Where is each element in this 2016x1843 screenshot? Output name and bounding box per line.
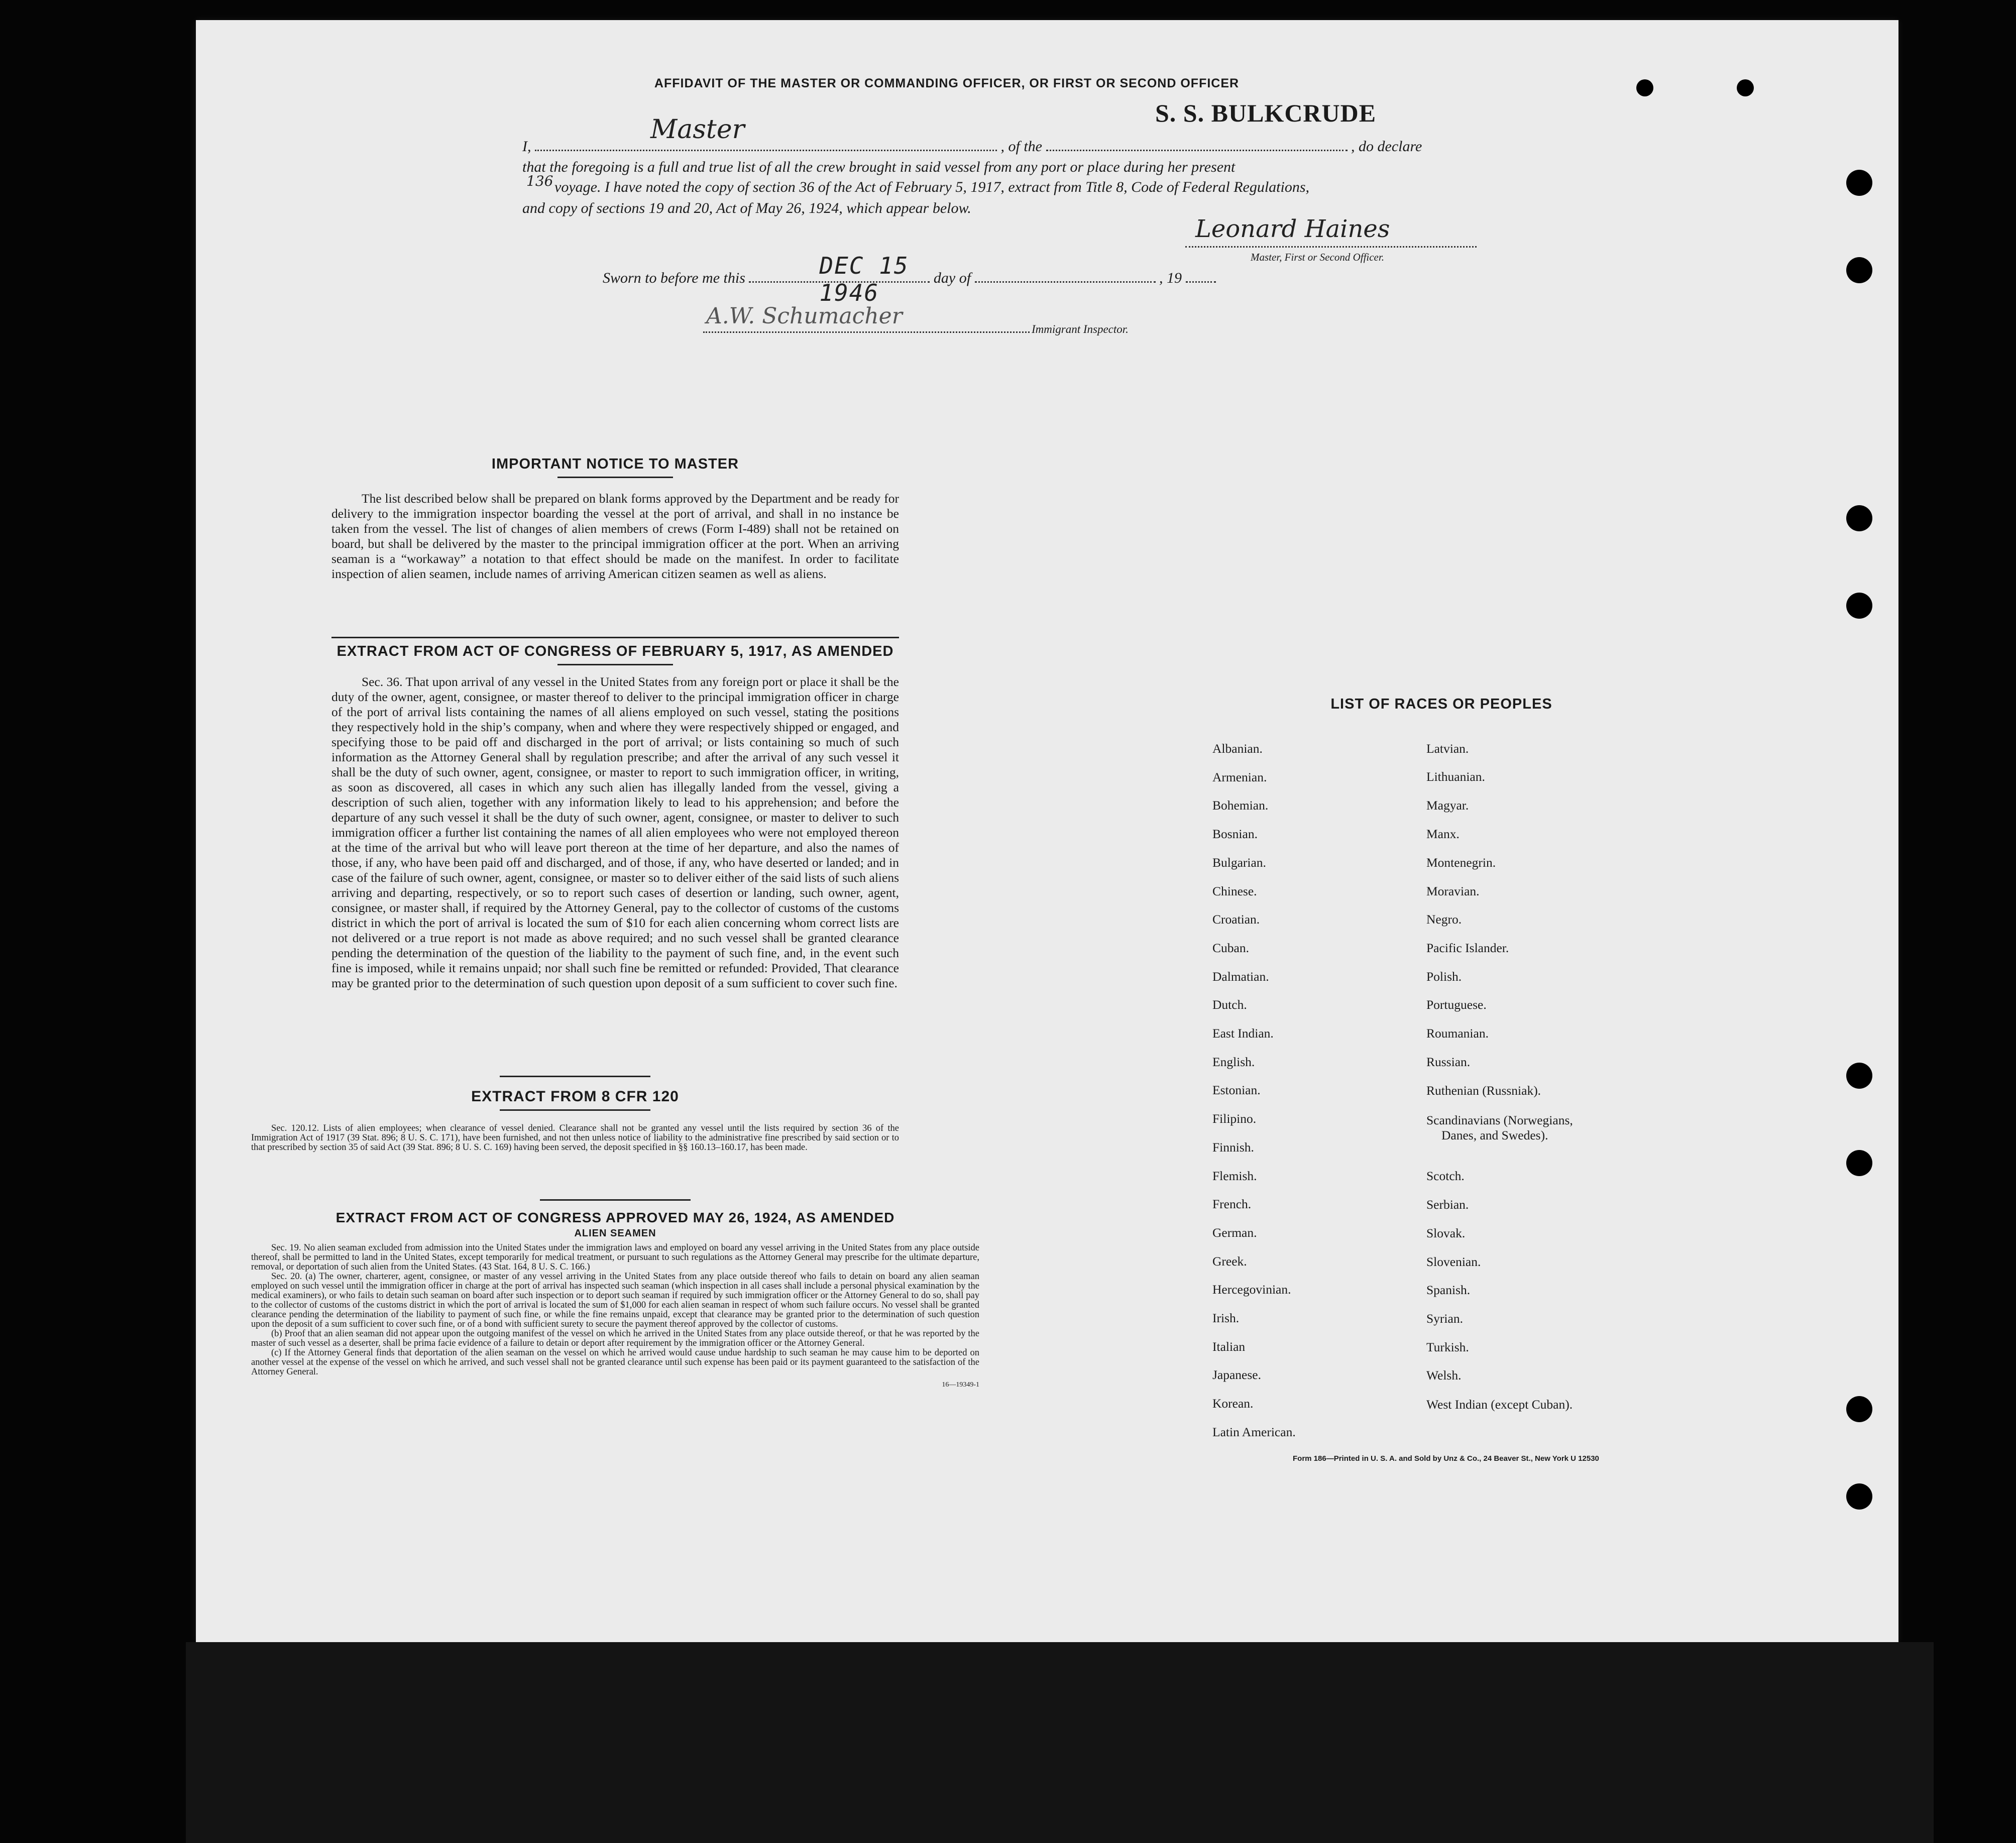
notice-heading: IMPORTANT NOTICE TO MASTER — [491, 456, 739, 472]
race-item: Welsh. — [1426, 1368, 1462, 1383]
race-item: Negro. — [1426, 912, 1462, 927]
vessel-field — [1046, 135, 1348, 151]
race-item: Albanian. — [1212, 741, 1263, 756]
extract-1924-subheading: ALIEN SEAMEN — [574, 1228, 656, 1239]
race-item: Serbian. — [1426, 1197, 1469, 1212]
race-item: Cuban. — [1212, 940, 1249, 955]
declaration-line-3: voyage. I have noted the copy of section 36 of the Act of February 5, 1917, extract from Title 8, Code of Federal Regulations, — [554, 179, 1310, 195]
race-item: Scandinavians (Norwegians, — [1426, 1113, 1573, 1127]
extract-1917 — [331, 633, 899, 991]
punch-hole — [1846, 257, 1872, 283]
race-item: Finnish. — [1212, 1139, 1254, 1155]
signature-block — [1185, 211, 1477, 264]
race-item: Latvian. — [1426, 741, 1469, 756]
signature-caption: Master, First or Second Officer. — [1251, 251, 1384, 263]
extract-cfr — [251, 1072, 899, 1153]
race-item: Estonian. — [1212, 1083, 1261, 1098]
race-item: Irish. — [1212, 1311, 1240, 1325]
race-item: Slovak. — [1426, 1226, 1466, 1240]
race-item: Korean. — [1212, 1396, 1254, 1411]
punch-hole — [1737, 79, 1754, 96]
race-item: East Indian. — [1212, 1026, 1274, 1041]
punch-hole — [1636, 79, 1653, 96]
race-item: Filipino. — [1212, 1111, 1257, 1126]
race-item: Bosnian. — [1212, 827, 1258, 842]
of-the-label: , of the — [1000, 138, 1042, 155]
race-item: Danes, and Swedes). — [1441, 1128, 1548, 1142]
sec-20c-text: (c) If the Attorney General finds that deportation of the alien seaman on the vessel on which he arrived would cause undue hardship to such seaman he may cause him to be deported on another vessel at the expense of the vessel on which he arrived, and such vessel shall not be granted clearance until such expense has been paid or its payment guaranteed to the satisfaction of the Attorney General. — [251, 1348, 979, 1377]
divider — [557, 477, 673, 478]
year-label: , 19 — [1159, 270, 1182, 286]
month-field — [975, 266, 1156, 283]
ship-name: S. S. BULKCRUDE — [1155, 99, 1377, 127]
divider — [500, 1076, 650, 1077]
affidavit-title: AFFIDAVIT OF THE MASTER OR COMMANDING OFFICER, OR FIRST OR SECOND OFFICER — [654, 76, 1240, 90]
race-item: Bulgarian. — [1212, 855, 1266, 870]
race-item: Chinese. — [1212, 883, 1257, 898]
name-field — [535, 114, 997, 151]
extract-1917-body: Sec. 36. That upon arrival of any vessel in the United States from any foreign port or place it shall be the duty of the owner, agent, consignee, or master thereof to deliver to the principal immigration officer in charge of the port of arrival lists containing the names of all aliens employed on such vessel, stating the positions they respectively hold in the ship’s company, when and where they were respectively shipped or engaged, and specifying those to be paid off and discharged in the port of arrival; or lists containing so much of such information as the Attorney General shall by regulation prescribe; and after the arrival of any such vessel it shall be the duty of such owner, agent, consignee, or master to report to such immigration officer, in writing, as soon as discovered, all cases in which any such alien has illegally landed from the vessel, giving a description of such alien, together with any information likely to lead to his apprehension; and before the departure of any such vessel it shall be the duty of such owner, agent, consignee, or master to deliver to such immigration officer a further list containing the names of all alien employees who were not employed thereon at the time of the arrival but who will leave port thereon at the time of her departure, and also the names of those, if any, who have been paid off and discharged, and of those, if any, who have deserted or landed; and in case of the failure of such owner, agent, consignee, or master so to deliver either of the said lists of such aliens arriving and departing, respectively, or so to report such cases of desertion or landing, such owner, agent, consignee, or master shall, if required by the Attorney General, pay to the collector of customs of the customs district in which the port of arrival is located the sum of $10 for each alien concerning whom correct lists are not delivered or a true report is not made as above required; and no such vessel shall be granted clearance pending the determination of the question of the liability to the payment of such fine, and, in the event such fine is imposed, while it remains unpaid; nor shall such fine be remitted or refunded: Provided, That clearance may be granted prior to the determination of such question upon deposit of a sum sufficient to cover such fine. — [331, 674, 899, 990]
divider — [540, 1199, 691, 1201]
form-number: 16—19349-1 — [942, 1381, 979, 1389]
date-stamp: DEC 15 1946 — [819, 252, 909, 306]
race-item: Lithuanian. — [1426, 769, 1485, 784]
race-item: German. — [1212, 1225, 1257, 1240]
master-signature: Leonard Haines — [1195, 215, 1390, 243]
extract-cfr-heading: EXTRACT FROM 8 CFR 120 — [471, 1088, 679, 1105]
race-item: Dalmatian. — [1212, 969, 1269, 984]
inspector-line — [703, 301, 1030, 333]
inspector-block — [703, 301, 1175, 336]
race-item: Turkish. — [1426, 1340, 1469, 1354]
race-item: Russian. — [1426, 1055, 1471, 1069]
inspector-signature: A.W. Schumacher — [706, 303, 903, 329]
race-item: Slovenian. — [1426, 1254, 1481, 1269]
declaration-line-1 — [522, 114, 1502, 155]
extract-1917-heading: EXTRACT FROM ACT OF CONGRESS OF FEBRUARY 5, 1917, AS AMENDED — [337, 643, 894, 659]
race-item: Magyar. — [1426, 798, 1469, 813]
day-field — [749, 252, 930, 306]
race-item: Pacific Islander. — [1426, 941, 1509, 955]
extract-cfr-body: Sec. 120.12. Lists of alien employees; when clearance of vessel denied. Clearance shall not be granted any vessel until the lists required by section 36 of the Immigration Act of 1917 (39 Stat. 896; 8 U. S. C. 171), have been furnished, and not then unless notice of liability to the administrative fine prescribed by said section or to that prescribed by section 35 of said Act (39 Stat. 896; 8 U. S. C. 169) having been served, the deposit specified in §§ 160.13–160.17, has been made. — [251, 1123, 899, 1153]
race-item: Ruthenian (Russniak). — [1426, 1083, 1541, 1098]
race-item: Polish. — [1426, 969, 1462, 984]
race-item: Dutch. — [1212, 997, 1247, 1012]
race-item: Bohemian. — [1212, 798, 1269, 813]
race-item: Manx. — [1426, 827, 1460, 841]
race-item: Armenian. — [1212, 769, 1267, 784]
punch-hole — [1846, 1396, 1872, 1422]
race-item: Syrian. — [1426, 1311, 1463, 1326]
race-item: West Indian (except Cuban). — [1426, 1397, 1573, 1412]
signature-line — [1185, 211, 1477, 248]
do-declare-label: , do declare — [1351, 138, 1422, 155]
sec-20a-text: Sec. 20. (a) The owner, charterer, agent, consignee, or master of any vessel arriving in the United States from any place outside thereof who fails to detain on board any alien seaman employed on such vessel until the immigration officer in charge at the port of arrival has inspected such seaman (which inspection in all cases shall include a personal physical examination by the medical examiners), or who fails to detain such seaman on board after such inspection or to deport such seaman if required by such immigration officer or the Attorney General to do so, shall pay to the collector of customs of the customs district in which the port of arrival is located the sum of $1,000 for each alien seaman in respect of whom such failure occurs. No vessel shall be granted clearance pending the determination of the liability to payment of such fine, or while the fine remains unpaid, except that clearance may be granted prior to the determination of such question upon the deposit of a sum sufficient to cover such fine, or of a bond with sufficient surety to secure the payment thereof approved by the collector of customs. — [251, 1272, 979, 1329]
punch-hole — [1846, 1483, 1872, 1510]
sec-20b-text: (b) Proof that an alien seaman did not appear upon the outgoing manifest of the vessel on which he arrived in the United States from any place outside thereof, or that he was reported by the master of such vessel as a deserter, shall be prima facie evidence of a failure to detain or deport after requirement by the immigration officer or the Attorney General. — [251, 1329, 979, 1348]
notice-body: The list described below shall be prepared on blank forms approved by the Department and be ready for delivery to the immigration inspector boarding the vessel at the port of arrival, and shall in no instance be taken from the vessel. The list of changes of alien members of crews (Form I-489) shall not be retained on board, but shall be delivered by the master to the principal immigration officer at the port. When an arriving seaman is a “workaway” a notation to that effect should be made on the manifest. In order to facilitate inspection of alien seamen, include names of arriving American citizen seamen as well as aliens. — [331, 491, 899, 581]
important-notice — [331, 456, 899, 582]
race-item: Latin American. — [1212, 1424, 1296, 1439]
races-heading: LIST OF RACES OR PEOPLES — [1330, 696, 1552, 712]
race-item: Portuguese. — [1426, 997, 1487, 1012]
year-field — [1186, 266, 1216, 283]
race-item: French. — [1212, 1197, 1252, 1212]
race-item: Scotch. — [1426, 1169, 1465, 1183]
extract-1924 — [251, 1195, 979, 1390]
punch-hole — [1846, 1063, 1872, 1089]
declaration-i: I, — [522, 138, 531, 155]
declaration-line-2: that the foregoing is a full and true list of all the crew brought in said vessel from any port or place during her present — [522, 159, 1236, 175]
punch-hole — [1846, 593, 1872, 619]
race-item: Italian — [1212, 1339, 1246, 1354]
margin-note: 136 — [526, 173, 553, 189]
sworn-prefix: Sworn to before me this — [603, 270, 745, 286]
punch-hole — [1846, 1150, 1872, 1176]
scan-background — [186, 1642, 1934, 1843]
divider — [500, 1109, 650, 1111]
divider — [557, 664, 673, 665]
race-item: Japanese. — [1212, 1367, 1261, 1383]
race-item: Spanish. — [1426, 1283, 1471, 1297]
sec-19-text: Sec. 19. No alien seaman excluded from admission into the United States under the immigration laws and employed on board any vessel arriving in the United States from any place outside thereof, shall be permitted to land in the United States, except temporarily for medical treatment, or pursuant to such regulations as the Attorney General may prescribe for the ultimate departure, removal, or deportation of such alien from the United States. (43 Stat. 164, 8 U. S. C. 166.) — [251, 1243, 979, 1272]
punch-hole — [1846, 170, 1872, 196]
race-item: Roumanian. — [1426, 1026, 1489, 1041]
handwritten-master: Master — [650, 114, 745, 145]
printer-footer: Form 186—Printed in U. S. A. and Sold by Unz & Co., 24 Beaver St., New York U 12530 — [1293, 1454, 1599, 1463]
punch-hole — [1846, 505, 1872, 531]
inspector-caption: Immigrant Inspector. — [1032, 323, 1129, 335]
day-of-label: day of — [933, 270, 971, 286]
extract-1924-heading: EXTRACT FROM ACT OF CONGRESS APPROVED MAY 26, 1924, AS AMENDED — [335, 1210, 895, 1225]
race-item: English. — [1212, 1054, 1255, 1069]
declaration-line-4: and copy of sections 19 and 20, Act of May 26, 1924, which appear below. — [522, 200, 971, 216]
race-item: Moravian. — [1426, 884, 1480, 898]
race-item: Croatian. — [1212, 912, 1260, 927]
race-item: Montenegrin. — [1426, 855, 1496, 870]
sworn-line — [603, 252, 1236, 306]
race-item: Greek. — [1212, 1253, 1247, 1269]
race-item: Hercegovinian. — [1212, 1282, 1291, 1297]
race-item: Flemish. — [1212, 1168, 1257, 1183]
divider — [331, 637, 899, 638]
